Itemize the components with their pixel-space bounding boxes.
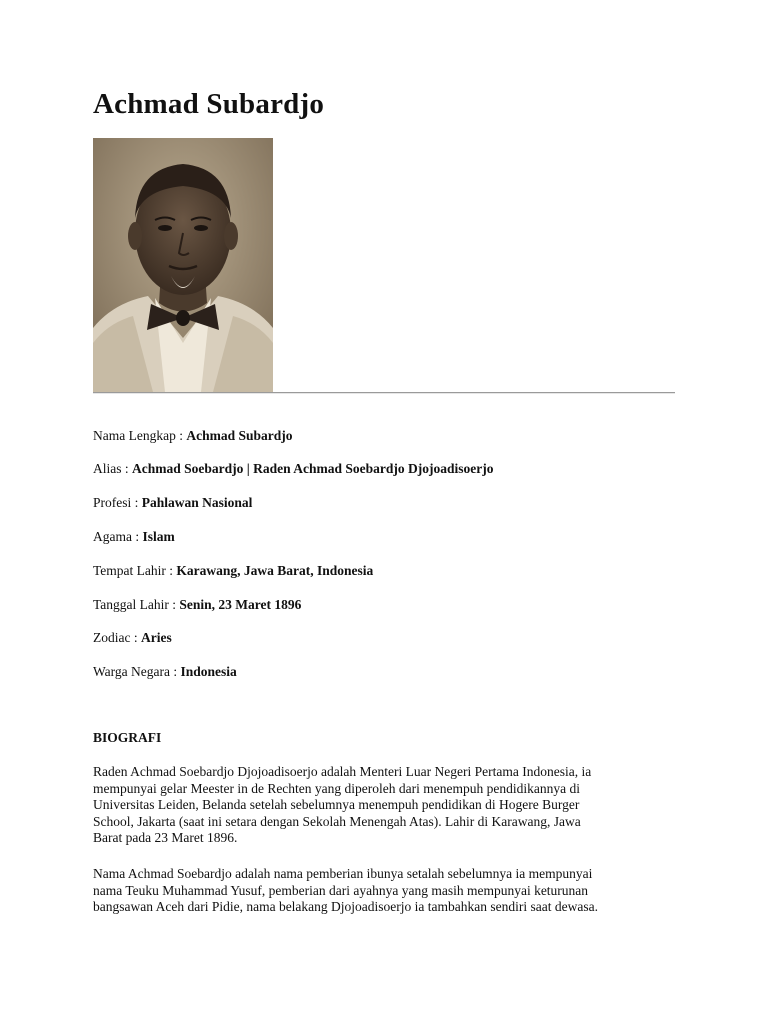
text-line: nama Teuku Muhammad Yusuf, pemberian dari ayahnya yang masih mempunyai keturunan [93, 882, 589, 898]
text-line: Nama Achmad Soebardjo adalah nama pemberian ibunya setalah sebelumnya ia mempunyai [93, 866, 593, 881]
biografi-paragraph-1 [93, 764, 679, 847]
portrait-image [93, 138, 273, 392]
horizontal-rule [93, 392, 675, 394]
text-line: bangsawan Aceh dari Pidie, nama belakang Djojoadisoerjo ia tambahkan sendiri saat dewasa. [93, 899, 598, 914]
text-line: mempunyai gelar Meester in de Rechten yang diperoleh dari menempuh pendidikannya di [93, 780, 580, 796]
page-title: Achmad Subardjo [93, 88, 325, 120]
field-tempat-lahir: Tempat Lahir : Karawang, Jawa Barat, Indonesia [93, 563, 374, 578]
field-alias: Alias : Achmad Soebardjo | Raden Achmad Soebardjo Djojoadisoerjo [93, 461, 494, 476]
field-zodiac: Zodiac : Aries [93, 630, 172, 645]
text-line: Universitas Leiden, Belanda setelah sebelumnya menempuh pendidikan di Hogere Burger [93, 797, 580, 812]
portrait-photo [93, 138, 273, 392]
field-warga-negara: Warga Negara : Indonesia [93, 664, 237, 679]
text-line: Barat pada 23 Maret 1896. [93, 830, 238, 845]
field-agama: Agama : Islam [93, 529, 175, 544]
text-line: School, Jakarta (saat ini setara dengan Sekolah Menengah Atas). Lahir di Karawang, Jawa [93, 813, 581, 829]
section-heading-biografi: BIOGRAFI [93, 730, 162, 745]
biografi-paragraph-2 [93, 866, 679, 916]
field-profesi: Profesi : Pahlawan Nasional [93, 495, 253, 510]
field-tanggal-lahir: Tanggal Lahir : Senin, 23 Maret 1896 [93, 597, 302, 612]
field-nama-lengkap: Nama Lengkap : Achmad Subardjo [93, 428, 293, 443]
text-line: Raden Achmad Soebardjo Djojoadisoerjo adalah Menteri Luar Negeri Pertama Indonesia, ia [93, 764, 592, 779]
